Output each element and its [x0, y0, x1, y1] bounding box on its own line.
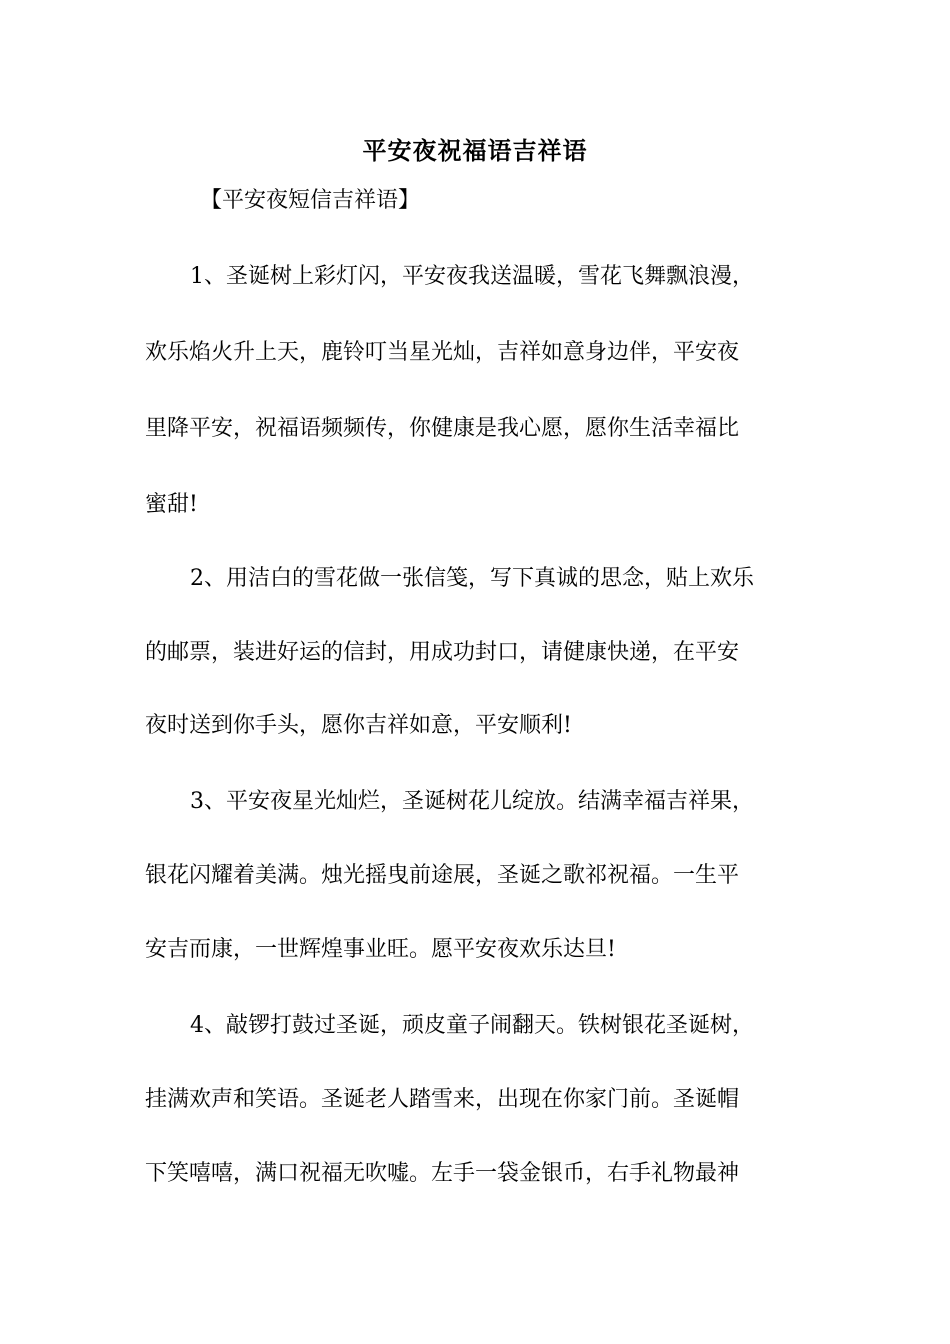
paragraph-4-line-2: 挂满欢声和笑语。圣诞老人踏雪来，出现在你家门前。圣诞帽: [145, 1087, 740, 1112]
document-title: 平安夜祝福语吉祥语: [362, 136, 588, 165]
paragraph-1-line-1: 1、圣诞树上彩灯闪，平安夜我送温暖，雪花飞舞飘浪漫，: [190, 264, 754, 289]
paragraph-1-line-3: 里降平安，祝福语频频传，你健康是我心愿，愿你生活幸福比: [145, 416, 740, 441]
paragraph-2-line-1: 2、用洁白的雪花做一张信笺，写下真诚的思念，贴上欢乐: [190, 566, 754, 591]
paragraph-3-line-3: 安吉而康，一世辉煌事业旺。愿平安夜欢乐达旦!: [145, 937, 616, 962]
paragraph-3-line-2: 银花闪耀着美满。烛光摇曳前途展，圣诞之歌祁祝福。一生平: [145, 863, 740, 888]
paragraph-4-line-1: 4、敲锣打鼓过圣诞，顽皮童子闹翻天。铁树银花圣诞树，: [190, 1013, 754, 1038]
paragraph-2-line-3: 夜时送到你手头，愿你吉祥如意，平安顺利!: [145, 713, 572, 738]
section-heading: 【平安夜短信吉祥语】: [200, 188, 421, 213]
paragraph-1-line-4: 蜜甜!: [145, 492, 198, 517]
paragraph-2-line-2: 的邮票，装进好运的信封，用成功封口，请健康快递，在平安: [145, 640, 740, 665]
paragraph-4-line-3: 下笑嘻嘻，满口祝福无吹嘘。左手一袋金银币，右手礼物最神: [145, 1161, 740, 1186]
paragraph-3-line-1: 3、平安夜星光灿烂，圣诞树花儿绽放。结满幸福吉祥果，: [190, 789, 754, 814]
paragraph-1-line-2: 欢乐焰火升上天，鹿铃叮当星光灿，吉祥如意身边伴，平安夜: [145, 340, 740, 365]
